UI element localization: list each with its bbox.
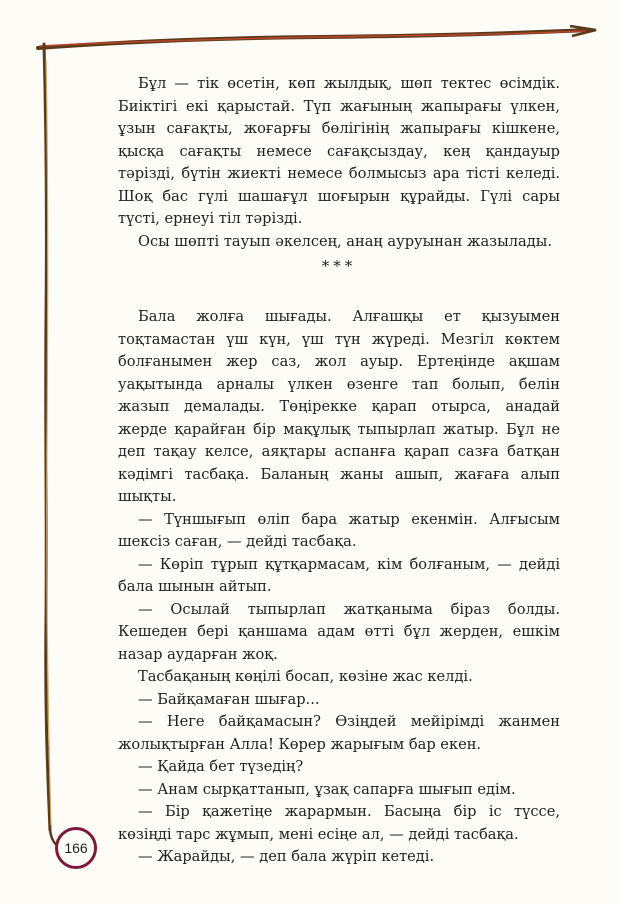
top-branch-line: [38, 30, 588, 48]
bottom-text-block: [118, 306, 560, 869]
dialogue-line: — Көріп тұрып құтқармасам, кім болғаным, — дейді бала шынын айтып.: [118, 555, 560, 595]
page-number: 166: [55, 827, 97, 869]
paragraph: Бала жолға шығады. Алғашқы ет қызуымен тоқтамастан үш күн, үш түн жүреді. Мезгіл көктем болғанымен жер саз, жол ауыр. Ертеңінде ақшам уақытында арналы үлкен өзенге тап болып, белін жазып демалады. Төңірекке қарап отырса, анадай жерде қарайған бір мақұлық тыпырлап жатыр. Бұл не деп тақау келсе, аяқтары аспанға қарап сазға батқан кәдімгі тасбақа. Баланың жаны ашып, жағаға алып шықты.: [118, 308, 560, 505]
paragraph: Осы шөпті тауып әкелсең, анаң ауруынан жазылады.: [138, 232, 552, 250]
dialogue-line: — Түншығып өліп бара жатыр екенмін. Алғысым шексіз саған, — дейді тасбақа.: [118, 510, 560, 550]
dialogue-line: — Анам сырқаттанып, ұзақ сапарға шығып едім.: [138, 780, 516, 798]
paragraph: Бұл — тік өсетін, көп жылдық, шөп тектес өсімдік. Биіктігі екі қарыстай. Түп жағының жапырағы үлкен, ұзын сағақты, жоғарғы бөлігінің жапырағы кішкене, қысқа сағақты немесе сағақсыздау, кең қандауыр тәрізді, бүтін жиекті немесе болмысыз ара тісті келеді. Шоқ бас гүлі шашағұл шоғырын құрайды. Гүлі сары түсті, ернеуі тіл тәрізді.: [118, 75, 560, 227]
dialogue-line: — Неге байқамасын? Өзіңдей мейірімді жанмен жолықтырған Алла! Көрер жарығым бар екен.: [118, 713, 560, 753]
top-text-block: [118, 73, 560, 253]
section-separator: ***: [321, 257, 357, 275]
dialogue-line: — Осылай тыпырлап жатқаныма біраз болды. Кешеден бері қаншама адам өтті бұл жерден, ешкім назар аударған жоқ.: [118, 600, 560, 663]
paragraph: Тасбақаның көңілі босап, көзіне жас келді.: [138, 668, 473, 685]
dialogue-line: — Жарайды, — деп бала жүріп кетеді.: [138, 848, 435, 865]
dialogue-line: — Байқамаған шығар...: [138, 690, 320, 708]
dialogue-line: — Бір қажетіңе жарармын. Басыңа бір іс түссе, көзіңді тарс жұмып, мені есіңе ал, — дейді тасбақа.: [118, 803, 560, 843]
dialogue-line: — Қайда бет түзедің?: [138, 758, 304, 775]
